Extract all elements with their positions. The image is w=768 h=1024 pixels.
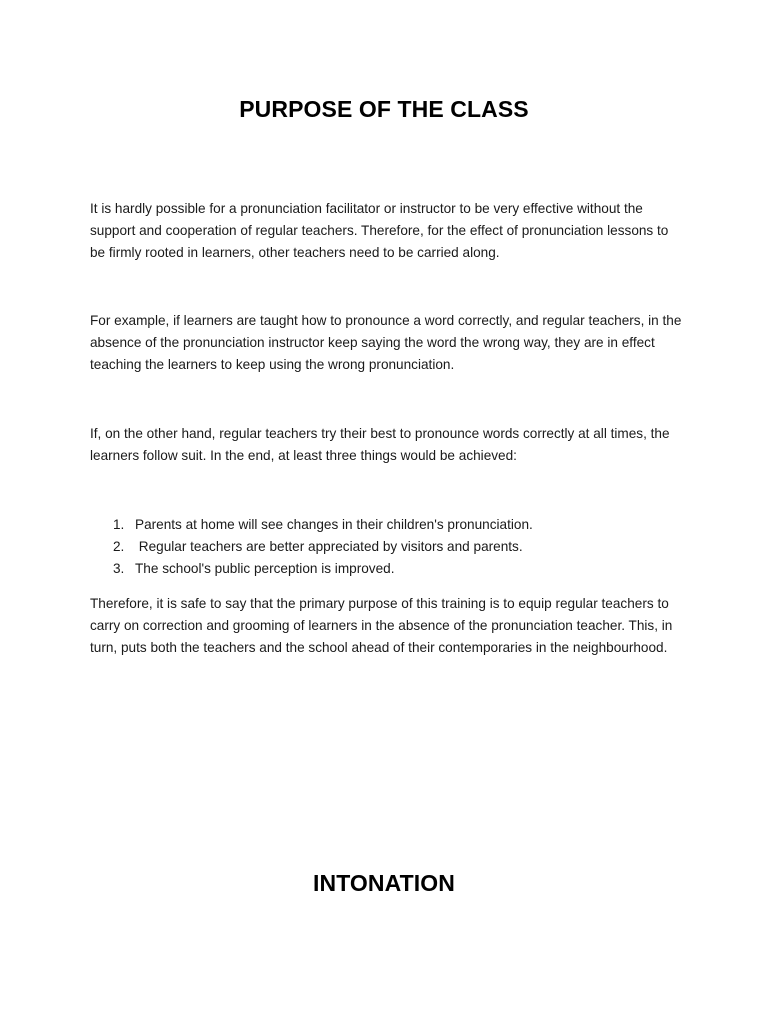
page-title: PURPOSE OF THE CLASS	[239, 96, 529, 122]
list-item-text: The school's public perception is improved.	[135, 561, 395, 576]
paragraph-intro: It is hardly possible for a pronunciation facilitator or instructor to be very effective without the support and cooperation of regular teachers. Therefore, for the effect of pronunciation lessons to be firmly rooted in learners, other teachers need to be carried along.	[90, 201, 669, 260]
list-item	[90, 558, 686, 580]
list-item-text: Regular teachers are better appreciated by visitors and parents.	[135, 539, 523, 554]
list-item-number: 2.	[113, 539, 125, 554]
list-item-number: 1.	[113, 517, 125, 532]
list-item	[90, 514, 686, 536]
list-item-text: Parents at home will see changes in their children's pronunciation.	[135, 517, 533, 532]
achievements-list	[90, 514, 686, 580]
paragraph-closing: Therefore, it is safe to say that the primary purpose of this training is to equip regular teachers to carry on correction and grooming of learners in the absence of the pronunciation teacher. This, in turn, puts both the teachers and the school ahead of their contemporaries in the neighbourhood.	[90, 596, 673, 655]
paragraph-other-hand: If, on the other hand, regular teachers try their best to pronounce words correctly at all times, the learners follow suit. In the end, at least three things would be achieved:	[90, 426, 670, 463]
list-item-number: 3.	[113, 561, 125, 576]
list-item	[90, 536, 686, 558]
paragraph-example: For example, if learners are taught how to pronounce a word correctly, and regular teachers, in the absence of the pronunciation instructor keep saying the word the wrong way, they are in effect teaching the learners to keep using the wrong pronunciation.	[90, 313, 682, 372]
section-title-intonation: INTONATION	[313, 870, 455, 896]
